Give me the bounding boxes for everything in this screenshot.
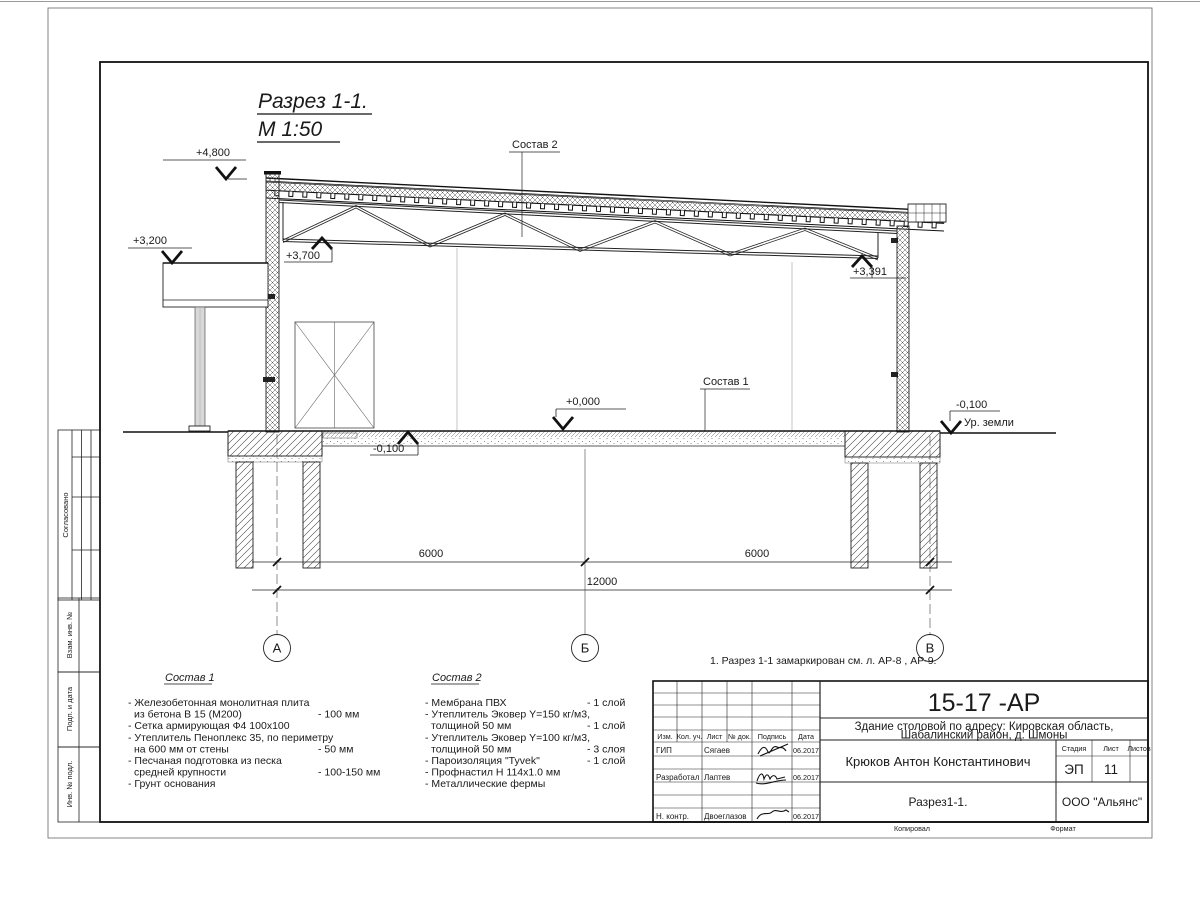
elevation-ground <box>941 399 1014 433</box>
row2-name: Лаптев <box>704 773 731 782</box>
row2-role: Разработал <box>656 773 700 782</box>
section-view <box>123 171 1056 568</box>
legend1-value: - 50 мм <box>318 743 354 756</box>
piles <box>236 462 937 568</box>
row3-date: 06.2017 <box>793 812 819 821</box>
row2-date: 06.2017 <box>793 773 819 782</box>
view-title <box>257 90 372 142</box>
footer-format: Формат <box>1050 824 1076 833</box>
stage-value: ЭП <box>1064 762 1084 777</box>
legend1-line: - Песчаная подготовка из песка <box>128 755 282 767</box>
dim-span2: 6000 <box>744 548 770 560</box>
sheet-number: 11 <box>1103 762 1119 777</box>
legend2-line: - Профнастил Н 114x1.0 мм <box>425 766 561 779</box>
legend1-value: - 100 мм <box>318 708 360 721</box>
ground-level-label: Ур. земли <box>964 417 1014 429</box>
legend1-line: - Сетка армирующая Ф4 100x100 <box>128 720 290 733</box>
legend1-line: - Утеплитель Пеноплекс 35, по периметру <box>128 731 334 744</box>
elevation-roof <box>163 147 247 179</box>
sostav2-callout: Состав 2 <box>512 139 558 151</box>
axis-a-label: А <box>272 640 282 656</box>
legend1-line: средней крупности <box>134 766 227 779</box>
stage-label: Стадия <box>1061 744 1087 753</box>
legend2-value: - 1 слой <box>587 755 626 767</box>
object-line2: Шабалинский район, д. Шмоны <box>900 729 1068 742</box>
sheets-label: Листов <box>1127 744 1151 753</box>
elevation-floor <box>553 396 626 429</box>
side-stamp-vzam: Взам. инв. № <box>65 611 74 659</box>
legend2-line: - Металлические фермы <box>425 778 546 791</box>
dimension-lines <box>252 434 952 634</box>
legend1-title: Состав 1 <box>165 672 215 684</box>
composition-leaders <box>509 139 750 431</box>
dim-total: 12000 <box>586 576 618 588</box>
axis-v-label: В <box>925 640 935 656</box>
elevation-roof-label: +4,800 <box>196 147 230 159</box>
row1-role: ГИП <box>656 746 672 755</box>
row1-name: Сягаев <box>704 746 730 755</box>
legend2-line: - Мембрана ПВХ <box>425 697 507 709</box>
row3-name: Двоеглазов <box>704 812 747 821</box>
row1-date: 06.2017 <box>793 746 819 755</box>
header-izm: Изм. <box>657 732 673 741</box>
legend2-value: - 3 слоя <box>587 743 626 756</box>
right-wall <box>891 226 909 432</box>
elevation-below-floor-label: -0,100 <box>373 443 405 455</box>
legend1-line: из бетона В 15 (М200) <box>134 708 242 721</box>
elevation-floor-label: +0,000 <box>566 396 600 408</box>
author-name: Крюков Антон Константинович <box>845 754 1031 769</box>
header-date: Дата <box>798 732 814 741</box>
legend1-line: - Грунт основания <box>128 778 216 791</box>
title-block <box>653 681 1151 833</box>
company-name: ООО "Альянс" <box>1061 795 1143 809</box>
doc-code: 15-17 -АР <box>927 689 1041 717</box>
header-kol: Кол. уч. <box>676 732 703 741</box>
elevation-canopy-label: +3,200 <box>133 235 167 247</box>
legend-sostav-1 <box>128 672 380 790</box>
elevation-ground-label: -0,100 <box>956 399 988 411</box>
door <box>295 322 374 428</box>
sostav1-callout: Состав 1 <box>703 376 749 388</box>
header-doc: № док. <box>727 732 752 741</box>
sheet-label: Лист <box>1103 744 1119 753</box>
legend1-line: на 600 мм от стены <box>134 743 229 756</box>
legend2-value: - 1 слой <box>587 720 626 733</box>
legend2-line: толщиной 50 мм <box>431 720 512 733</box>
legend2-value: - 1 слой <box>587 697 626 709</box>
object-line1: Здание столовой по адресу: Кировская область, <box>854 721 1114 733</box>
elevation-canopy <box>128 235 192 263</box>
legend2-line: толщиной 50 мм <box>431 743 512 756</box>
legend2-line: - Утеплитель Эковер Y=100 кг/м3, <box>425 731 591 744</box>
header-list: Лист <box>706 732 723 741</box>
legend1-value: - 100-150 мм <box>318 766 381 779</box>
section-title: Разрез 1-1. <box>258 90 368 113</box>
footer-copy: Копировал <box>893 824 931 833</box>
row3-role: Н. контр. <box>656 812 690 821</box>
legend2-title: Состав 2 <box>432 672 482 684</box>
drawing-note: 1. Разрез 1-1 замаркирован см. л. АР-8 , АР-9. <box>710 655 937 667</box>
legend-sostav-2 <box>425 672 626 790</box>
legend1-line: - Железобетонная монолитная плита <box>128 697 310 709</box>
legend2-line: - Пароизоляция "Tyvek" <box>425 755 540 767</box>
canopy <box>163 263 268 431</box>
roof-fascia <box>908 204 946 222</box>
axis-b-label: Б <box>580 640 590 656</box>
elevation-truss-right-label: +3,391 <box>853 266 887 278</box>
header-sign: Подпись <box>757 732 787 741</box>
side-stamp-inv: Инв. № подл. <box>65 760 74 808</box>
elevation-truss-left-label: +3,700 <box>286 250 320 262</box>
sheet-name: Разрез1-1. <box>908 795 968 809</box>
legend2-line: - Утеплитель Эковер Y=150 кг/м3, <box>425 708 591 721</box>
side-stamp-soglasovano: Согласовано <box>61 492 70 538</box>
dim-span1: 6000 <box>418 548 444 560</box>
side-stamp-podp: Подп. и дата <box>65 686 74 732</box>
section-scale: М 1:50 <box>258 118 323 141</box>
